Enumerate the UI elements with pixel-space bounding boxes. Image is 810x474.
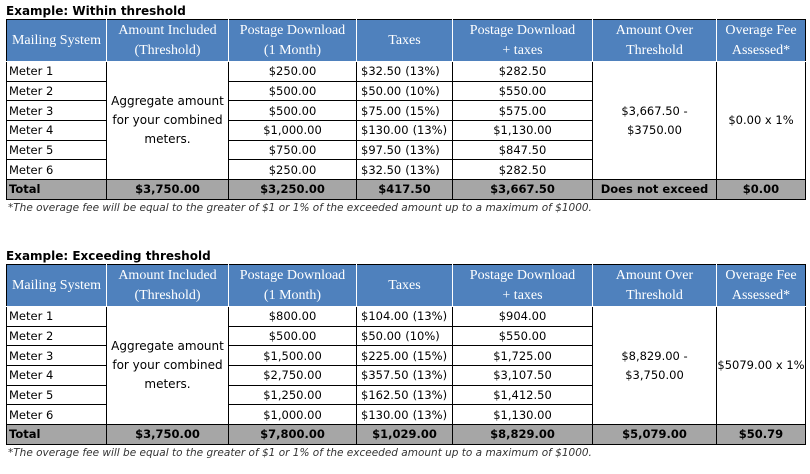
header-postage-taxes: Postage Download + taxes (453, 265, 593, 307)
amount-over-cell: $3,667.50 - $3750.00 (593, 62, 717, 180)
tax-percent: (13%) (412, 309, 448, 324)
tax-cell (357, 140, 453, 160)
total-postage-taxes: $3,667.50 (453, 180, 593, 200)
header-overage-fee: Overage Fee Assessed* (717, 265, 806, 307)
postage-cell: $500.00 (229, 81, 357, 101)
postage-taxes-cell: $282.50 (453, 62, 593, 82)
postage-cell: $500.00 (229, 101, 357, 121)
meter-name: Meter 4 (7, 366, 107, 386)
meter-name: Meter 1 (7, 62, 107, 82)
tax-amount: $50.00 (361, 84, 402, 99)
tax-percent: (13%) (412, 407, 448, 422)
tax-amount: $225.00 (361, 348, 409, 363)
postage-cell: $250.00 (229, 62, 357, 82)
amount-over-cell: $8,829.00 - $3,750.00 (593, 307, 717, 425)
header-postage: Postage Download (1 Month) (229, 20, 357, 62)
postage-cell: $800.00 (229, 307, 357, 327)
total-postage-taxes: $8,829.00 (453, 425, 593, 445)
header-amount-over: Amount Over Threshold (593, 265, 717, 307)
exceeding-threshold-table (6, 264, 806, 445)
tax-cell (357, 81, 453, 101)
tax-amount: $32.50 (361, 162, 402, 177)
postage-taxes-cell: $1,130.00 (453, 405, 593, 425)
tax-cell (357, 346, 453, 366)
postage-taxes-cell: $550.00 (453, 326, 593, 346)
tax-percent: (10%) (405, 329, 440, 344)
postage-cell: $750.00 (229, 140, 357, 160)
postage-cell: $250.00 (229, 160, 357, 180)
total-row (7, 180, 806, 200)
postage-taxes-cell: $1,725.00 (453, 346, 593, 366)
tax-amount: $130.00 (361, 123, 409, 138)
postage-cell: $1,500.00 (229, 346, 357, 366)
tax-amount: $97.50 (361, 143, 402, 158)
header-threshold: Amount Included (Threshold) (107, 265, 229, 307)
table-row (7, 62, 806, 82)
total-amount-over: Does not exceed (593, 180, 717, 200)
meter-name: Meter 6 (7, 160, 107, 180)
header-postage: Postage Download (1 Month) (229, 265, 357, 307)
postage-taxes-cell: $904.00 (453, 307, 593, 327)
total-postage: $3,250.00 (229, 180, 357, 200)
meter-name: Meter 3 (7, 346, 107, 366)
postage-cell: $2,750.00 (229, 366, 357, 386)
within-threshold-table (6, 19, 806, 200)
tax-percent: (13%) (405, 143, 440, 158)
tax-amount: $32.50 (361, 64, 402, 79)
tax-amount: $104.00 (361, 309, 409, 324)
tax-amount: $130.00 (361, 407, 409, 422)
within-threshold-section (6, 3, 805, 216)
header-mailing-system: Mailing System (7, 20, 107, 62)
tax-cell (357, 62, 453, 82)
tax-cell (357, 366, 453, 386)
tax-percent: (10%) (405, 84, 440, 99)
tax-percent: (13%) (405, 64, 440, 79)
total-postage: $7,800.00 (229, 425, 357, 445)
total-threshold: $3,750.00 (107, 180, 229, 200)
aggregate-note: Aggregate amount for your combined meters. (107, 62, 229, 180)
postage-taxes-cell: $1,130.00 (453, 121, 593, 141)
tax-percent: (13%) (412, 368, 448, 383)
exceeding-threshold-section (6, 248, 805, 461)
tax-amount: $357.50 (361, 368, 409, 383)
postage-taxes-cell: $282.50 (453, 160, 593, 180)
meter-name: Meter 5 (7, 140, 107, 160)
header-mailing-system: Mailing System (7, 265, 107, 307)
tax-cell (357, 101, 453, 121)
postage-cell: $1,250.00 (229, 385, 357, 405)
header-row (7, 265, 806, 307)
header-amount-over: Amount Over Threshold (593, 20, 717, 62)
tax-cell (357, 160, 453, 180)
aggregate-note: Aggregate amount for your combined meters. (107, 307, 229, 425)
header-taxes: Taxes (357, 20, 453, 62)
tax-percent: (13%) (405, 162, 440, 177)
meter-name: Meter 2 (7, 81, 107, 101)
meter-name: Meter 1 (7, 307, 107, 327)
postage-taxes-cell: $847.50 (453, 140, 593, 160)
postage-taxes-cell: $575.00 (453, 101, 593, 121)
total-fee: $0.00 (717, 180, 806, 200)
postage-cell: $1,000.00 (229, 405, 357, 425)
total-fee: $50.79 (717, 425, 806, 445)
tax-amount: $50.00 (361, 329, 402, 344)
tax-cell (357, 121, 453, 141)
header-postage-taxes: Postage Download + taxes (453, 20, 593, 62)
tax-amount: $75.00 (361, 103, 402, 118)
section-title: Example: Within threshold (6, 4, 186, 18)
total-label: Total (7, 425, 107, 445)
total-tax: $1,029.00 (357, 425, 453, 445)
meter-name: Meter 5 (7, 385, 107, 405)
total-amount-over: $5,079.00 (593, 425, 717, 445)
meter-name: Meter 6 (7, 405, 107, 425)
header-row (7, 20, 806, 62)
header-overage-fee: Overage Fee Assessed* (717, 20, 806, 62)
meter-name: Meter 2 (7, 326, 107, 346)
tax-cell (357, 307, 453, 327)
tax-percent: (13%) (412, 388, 448, 403)
tax-cell (357, 326, 453, 346)
tax-percent: (13%) (412, 123, 448, 138)
header-threshold (107, 20, 229, 62)
meter-name: Meter 3 (7, 101, 107, 121)
table-row (7, 307, 806, 327)
section-title: Example: Exceeding threshold (6, 249, 211, 263)
tax-cell (357, 385, 453, 405)
footnote: *The overage fee will be equal to the greater of $1 or 1% of the exceeded amount up to a maximum of $1000. (8, 446, 592, 459)
postage-taxes-cell: $3,107.50 (453, 366, 593, 386)
header-threshold-label: Amount Included (Threshold) (118, 22, 217, 58)
total-threshold: $3,750.00 (107, 425, 229, 445)
total-row (7, 425, 806, 445)
postage-taxes-cell: $550.00 (453, 81, 593, 101)
meter-name: Meter 4 (7, 121, 107, 141)
overage-fee-cell: $5079.00 x 1% (717, 307, 806, 425)
postage-taxes-cell: $1,412.50 (453, 385, 593, 405)
header-taxes: Taxes (357, 265, 453, 307)
tax-percent: (15%) (405, 103, 440, 118)
tax-percent: (15%) (412, 348, 448, 363)
total-tax: $417.50 (357, 180, 453, 200)
overage-fee-cell: $0.00 x 1% (717, 62, 806, 180)
tax-cell (357, 405, 453, 425)
postage-cell: $1,000.00 (229, 121, 357, 141)
tax-amount: $162.50 (361, 388, 409, 403)
total-label: Total (7, 180, 107, 200)
footnote: *The overage fee will be equal to the greater of $1 or 1% of the exceeded amount up to a maximum of $1000. (8, 201, 592, 214)
postage-cell: $500.00 (229, 326, 357, 346)
